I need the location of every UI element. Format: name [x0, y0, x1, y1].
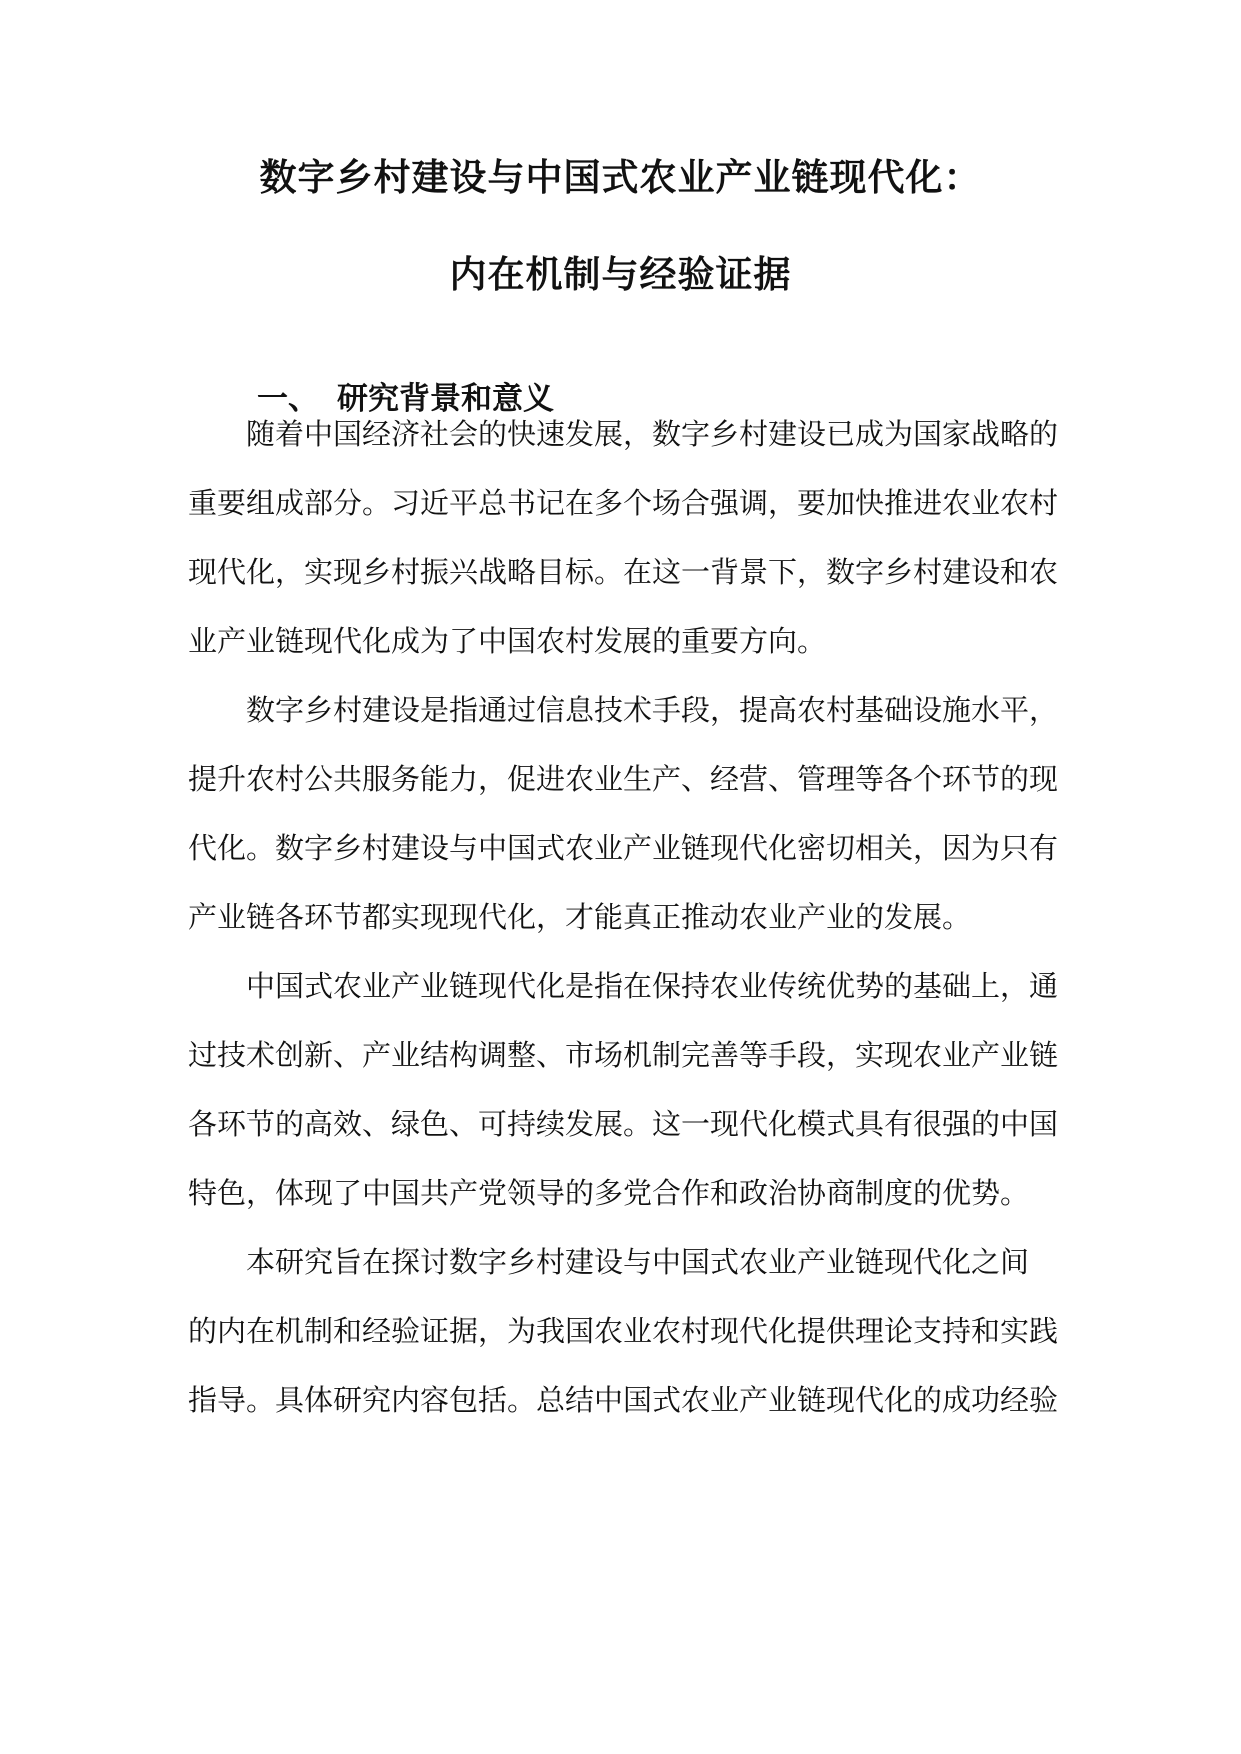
paragraph-3-line-4: 特色，体现了中国共产党领导的多党合作和政治协商制度的优势。: [188, 1176, 1030, 1210]
title-line-2: 内在机制与经验证据: [449, 253, 792, 296]
paragraph-1-line-2: 重要组成部分。习近平总书记在多个场合强调，要加快推进农业农村: [188, 486, 1059, 520]
paragraph-3-line-3: 各环节的高效、绿色、可持续发展。这一现代化模式具有很强的中国: [188, 1107, 1059, 1141]
paragraph-1-line-4: 业产业链现代化成为了中国农村发展的重要方向。: [188, 624, 827, 658]
paragraph-2-line-2: 提升农村公共服务能力，促进农业生产、经营、管理等各个环节的现: [188, 762, 1059, 796]
paragraph-2-line-3: 代化。数字乡村建设与中国式农业产业链现代化密切相关，因为只有: [188, 831, 1059, 865]
title-line-1: 数字乡村建设与中国式农业产业链现代化：: [259, 156, 982, 199]
section-title: 研究背景和意义: [337, 381, 554, 417]
paragraph-3-line-1: 中国式农业产业链现代化是指在保持农业传统优势的基础上，通: [246, 969, 1059, 1003]
paragraph-4-line-3: 指导。具体研究内容包括。总结中国式农业产业链现代化的成功经验: [188, 1383, 1059, 1417]
paragraph-4-line-1: 本研究旨在探讨数字乡村建设与中国式农业产业链现代化之间: [246, 1245, 1030, 1279]
paragraph-2-line-1: 数字乡村建设是指通过信息技术手段，提高农村基础设施水平，: [246, 693, 1059, 727]
section-number: 一、: [257, 381, 319, 417]
paragraph-1-line-3: 现代化，实现乡村振兴战略目标。在这一背景下，数字乡村建设和农: [188, 555, 1059, 589]
paragraph-4-line-2: 的内在机制和经验证据，为我国农业农村现代化提供理论支持和实践: [188, 1314, 1059, 1348]
paragraph-1-line-1: 随着中国经济社会的快速发展，数字乡村建设已成为国家战略的: [246, 417, 1059, 451]
paragraph-3-line-2: 过技术创新、产业结构调整、市场机制完善等手段，实现农业产业链: [188, 1038, 1059, 1072]
paragraph-2-line-4: 产业链各环节都实现现代化，才能真正推动农业产业的发展。: [188, 900, 972, 934]
